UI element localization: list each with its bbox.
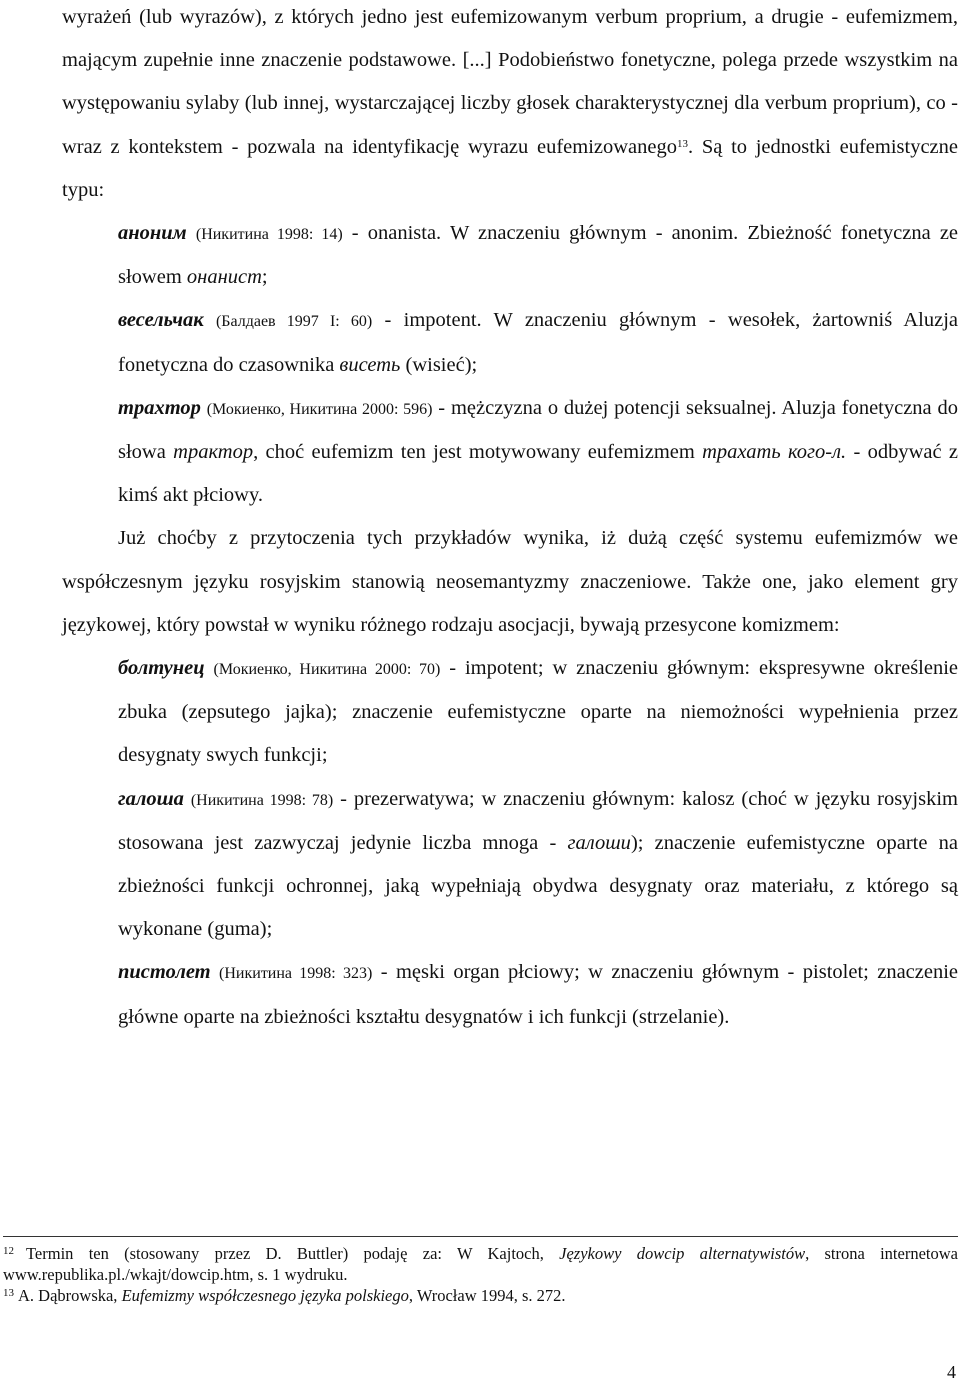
- entry-text: - męski organ płciowy; w znaczeniu głównym - pistolet; znaczenie główne oparte na zbieżności kształtu desygnatów i ich funkcji (strzelanie).: [118, 961, 959, 1028]
- entry-pistolet: [62, 951, 958, 1038]
- page-number: 4: [947, 1362, 956, 1382]
- footnote-title: Eufemizmy współczesnego języka polskiego: [121, 1286, 409, 1305]
- entry-text: - mężczyzna o dużej potencji seksualnej. Aluzja fonetyczna do słowa: [118, 396, 959, 464]
- entry-source: (Никитина 1998: 78): [190, 791, 334, 809]
- entry-tail: - odbywać z kimś akt płciowy.: [118, 441, 959, 507]
- entry-text-mid: , choć eufemizm ten jest motywowany eufemizmem: [253, 441, 703, 464]
- entry-text: - onanista. W znaczeniu głównym - anonim. Zbieżność fonetyczna ze słowem: [118, 222, 959, 289]
- footnote-divider: [3, 1236, 958, 1237]
- entry-source: (Мокиенко, Никитина 2000: 70): [213, 661, 441, 679]
- footnote-text: A. Dąbrowska,: [18, 1286, 122, 1305]
- intro-text-end: . Są to jednostki eufemistyczne typu:: [62, 135, 959, 201]
- footnote-text-end: , strona internetowa www.republika.pl./wkajt/dowcip.htm, s. 1 wydruku.: [3, 1244, 958, 1284]
- footnote-12: [3, 1243, 958, 1285]
- entry-text: - impotent; w znaczeniu głównym: ekspresywne określenie zbuka (zepsutego jajka); znaczenie eufemistyczne oparte na niemożności wypełnienia przez desygnaty swych funkcji;: [118, 657, 959, 767]
- entry-source: (Никитина 1998: 14): [195, 226, 343, 244]
- intro-paragraph: [62, 0, 958, 212]
- entry-text: - prezerwatywa; w znaczeniu głównym: kalosz (choć w języku rosyjskim stosowana jest zazwyczaj jedynie liczba mnoga -: [118, 787, 958, 854]
- footnote-title: Językowy dowcip alternatywistów: [559, 1244, 806, 1263]
- footnote-13: [3, 1285, 958, 1306]
- entry-russian-word: висеть: [339, 353, 401, 376]
- entry-russian-word: трактор: [173, 441, 254, 464]
- entry-source: (Мокиенко, Никитина 2000: 596): [206, 400, 433, 418]
- intro-text: wyrażeń (lub wyrazów), z których jedno jest eufemizowanym verbum proprium, a drugie - eufemizmem, mającym zupełnie inne znaczenie podstawowe. [...] Podobieństwo fonetyczne, polega przede wszystkim na występowaniu sylaby (lub innej, wystarczającej liczby głosek charakterystycznej dla verbum proprium), co - wraz z kontekstem - pozwala na identyfikację wyrazu eufemizowanego: [62, 6, 958, 158]
- entry-tail: ); znaczenie eufemistyczne oparte na zbieżności funkcji ochronnej, jaką wypełniają obydwa desygnaty oraz materiału, z którego są wykonane (guma);: [118, 831, 958, 941]
- entry-russian-word: онанист: [186, 266, 262, 289]
- entry-trakhtor: [62, 387, 958, 518]
- entry-term: пистолет: [118, 961, 211, 984]
- entry-russian-word-2: трахать кого-л.: [702, 441, 847, 464]
- entry-source: (Никитина 1998: 323): [219, 965, 373, 983]
- entry-term: трахтор: [118, 396, 201, 419]
- footnote-ref-13[interactable]: 13: [677, 137, 689, 150]
- entry-tail: ;: [261, 266, 268, 289]
- entry-term: весельчак: [118, 309, 204, 332]
- footnote-text: Termin ten (stosowany przez D. Buttler) podaję za: W Kajtoch,: [26, 1244, 560, 1263]
- main-text: [62, 0, 958, 1039]
- paragraph-2: Już choćby z przytoczenia tych przykładów wynika, iż dużą część systemu eufemizmów we współczesnym języku rosyjskim stanowią neosemantyzmy znaczeniowe. Także one, jako element gry językowej, który powstał w wyniku różnego rodzaju asocjacji, bywają przesycone komizmem:: [62, 527, 958, 636]
- entry-term: галоша: [118, 787, 184, 810]
- entry-boltunets: [62, 647, 958, 778]
- entry-term: аноним: [118, 222, 187, 245]
- entry-term: болтунец: [118, 657, 205, 680]
- entry-text: - impotent. W znaczeniu głównym - wesołek, żartowniś Aluzja fonetyczna do czasownika: [118, 309, 959, 376]
- footnote-text-end: , Wrocław 1994, s. 272.: [408, 1286, 566, 1305]
- entry-anonim: [62, 212, 958, 299]
- footnotes: [3, 1243, 958, 1306]
- entry-russian-word: галоши: [567, 831, 631, 854]
- entry-galosha: [62, 778, 958, 952]
- entry-source: (Балдаев 1997 I: 60): [215, 313, 373, 331]
- footnote-number: 12: [3, 1245, 14, 1257]
- entry-veselchak: [62, 299, 958, 386]
- entry-tail: (wisieć);: [400, 353, 478, 376]
- footnote-number: 13: [3, 1287, 14, 1299]
